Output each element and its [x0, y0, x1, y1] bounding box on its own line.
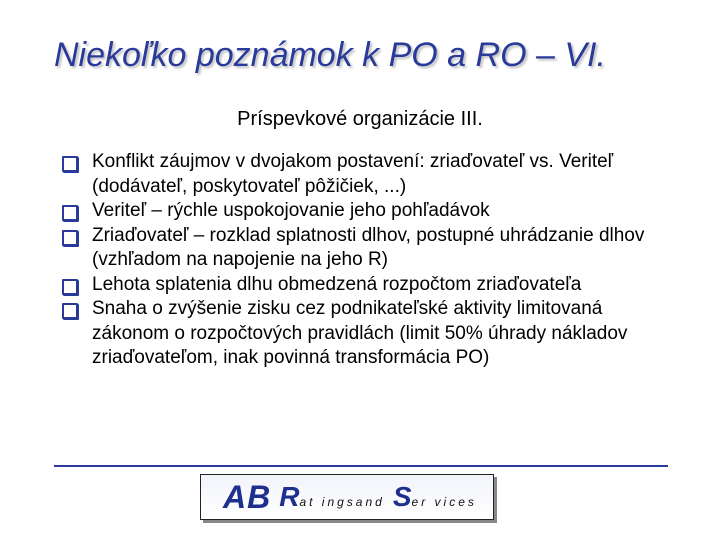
bullet-text: Konflikt záujmov v dvojakom postavení: zriaďovateľ vs. Veriteľ (dodávateľ, poskytovateľ pôžičiek, ...) — [92, 151, 614, 197]
footer-divider — [54, 465, 668, 467]
logo-r-letter: R — [279, 481, 300, 512]
logo-word-ratings — [279, 481, 385, 513]
bullet-item — [60, 273, 680, 298]
logo-services-text: er vices — [411, 495, 477, 509]
square-bullet-icon — [62, 205, 78, 221]
bullet-text: Snaha o zvýšenie zisku cez podnikateľské aktivity limitovaná zákonom o rozpočtových pravidlách (limit 50% úhrady nákladov zriaďovateľom, inak povinná transformácia PO) — [92, 298, 628, 368]
logo-ab-text: AB — [223, 478, 272, 515]
slide-subtitle: Príspevkové organizácie III. — [237, 108, 483, 130]
slide-title: Niekoľko poznámok k PO a RO – VI. — [54, 36, 606, 74]
bullet-text: Lehota splatenia dlhu obmedzená rozpočtom zriaďovateľa — [92, 273, 582, 295]
square-bullet-icon — [62, 156, 78, 172]
square-bullet-icon — [62, 279, 78, 295]
bullet-item — [60, 297, 680, 371]
square-bullet-icon — [62, 303, 78, 319]
bullet-item — [60, 199, 680, 224]
bullet-list — [60, 150, 680, 371]
bullet-text: Veriteľ – rýchle uspokojovanie jeho pohľadávok — [92, 200, 490, 221]
bullet-item — [60, 150, 680, 199]
logo-word-services — [393, 481, 477, 513]
square-bullet-icon — [62, 230, 78, 246]
logo-s-letter: S — [392, 481, 412, 512]
bullet-item — [60, 224, 680, 273]
company-logo — [200, 474, 494, 520]
logo-ratings-text: at ingsand — [299, 495, 385, 509]
bullet-text: Zriaďovateľ – rozklad splatnosti dlhov, postupné uhrádzanie dlhov (vzhľadom na napojenie na jeho R) — [92, 224, 645, 270]
